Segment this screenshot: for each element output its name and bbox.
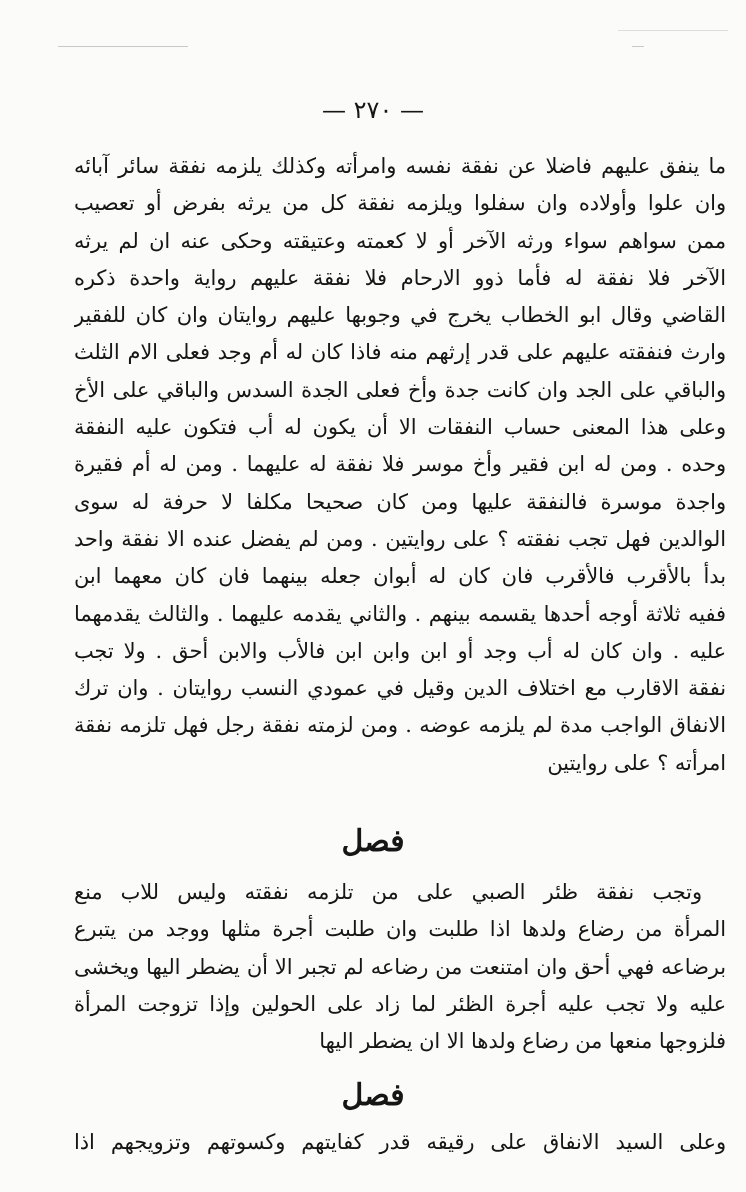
text-line: بدأ بالأقرب فالأقرب فان كان له أبوان جعله بينهما فان كان معهما ابن: [74, 564, 726, 589]
text-line: واجدة موسرة فالنفقة عليها ومن كان صحيحا مكلفا لا حرفة له سوى: [74, 489, 726, 514]
text-line: ما ينفق عليهم فاضلا عن نفقة نفسه وامرأته وكذلك يلزمه نفقة سائر آبائه: [74, 154, 726, 178]
text-line: امرأته ؟ على روايتين: [547, 750, 726, 775]
section-heading: فصل: [341, 824, 405, 859]
text-line: وعلى السيد الانفاق على رقيقه قدر كفايتهم وكسوتهم وتزويجهم اذا: [74, 1130, 726, 1154]
text-line: الآخر فلا نفقة له فأما ذوو الارحام فلا نفقة عليهم رواية واحدة ذكره: [74, 265, 726, 290]
text-line: وتجب نفقة ظئر الصبي على من تلزمه نفقته وليس للاب منع: [74, 880, 702, 904]
section-1-text: [74, 148, 726, 782]
text-line: ففيه ثلاثة أوجه أحدها يقسمه بينهم . والثاني يقدمه عليهما . والثالث يقدمهما: [74, 601, 726, 626]
text-line: وعلى هذا المعنى حساب النفقات الا أن يكون له أب فتكون عليه النفقة: [74, 415, 726, 440]
text-line: فلزوجها منعها من رضاع ولدها الا ان يضطر اليها: [319, 1029, 726, 1054]
text-line: وان علوا وأولاده وان سفلوا ويلزمه نفقة كل من يرثه بفرض أو تعصيب: [74, 191, 726, 216]
text-line: عليه . وان كان له أب وجد أو ابن وابن ابن فالأب والابن أحق . ولا تجب: [74, 638, 726, 663]
text-line: نفقة الاقارب مع اختلاف الدين وقيل في عمودي النسب روايتان . وان ترك: [74, 676, 726, 701]
scan-mark: [632, 46, 644, 47]
text-line: القاضي وقال ابو الخطاب يخرج في وجوبها عليهم روايتان وان كان للفقير: [74, 303, 726, 328]
page-number: — ٢٧٠ —: [322, 96, 424, 124]
text-line: وحده . ومن له ابن فقير وأخ موسر فلا نفقة له عليهما . ومن له أم فقيرة: [74, 452, 726, 477]
scan-mark: [58, 46, 188, 47]
text-line: الانفاق الواجب مدة لم يلزمه عوضه . ومن لزمته نفقة رجل فهل تلزمه نفقة: [74, 713, 726, 738]
text-line: ممن سواهم سواء ورثه الآخر أو لا كعمته وعتيقته وحكى عنه ان لم يرثه: [74, 228, 726, 253]
text-line: المرأة من رضاع ولدها اذا طلبت وان طلبت أجرة مثلها ووجد من يتبرع: [74, 917, 726, 942]
text-line: عليه ولا تجب عليه أجرة الظئر لما زاد على الحولين وإذا تزوجت المرأة: [74, 991, 726, 1016]
text-line: الوالدين فهل تجب نفقته ؟ على روايتين . ومن لم يفضل عنده الا نفقة واحد: [74, 526, 726, 551]
text-line: وارث فنفقته عليهم على قدر إرثهم منه فاذا كان له أم وجد فعلى الام الثلث: [74, 340, 726, 365]
scan-mark: [618, 30, 728, 31]
section-heading: فصل: [341, 1078, 405, 1113]
section-2-text: [74, 874, 726, 1060]
text-line: والباقي على الجد وان كانت جدة وأخ فعلى الجدة السدس والباقي على الأخ: [74, 377, 726, 402]
section-3-text: [74, 1124, 726, 1161]
text-line: برضاعه فهي أحق وان امتنعت من رضاعه لم تجبر الا أن يضطر اليها ويخشى: [74, 954, 726, 979]
